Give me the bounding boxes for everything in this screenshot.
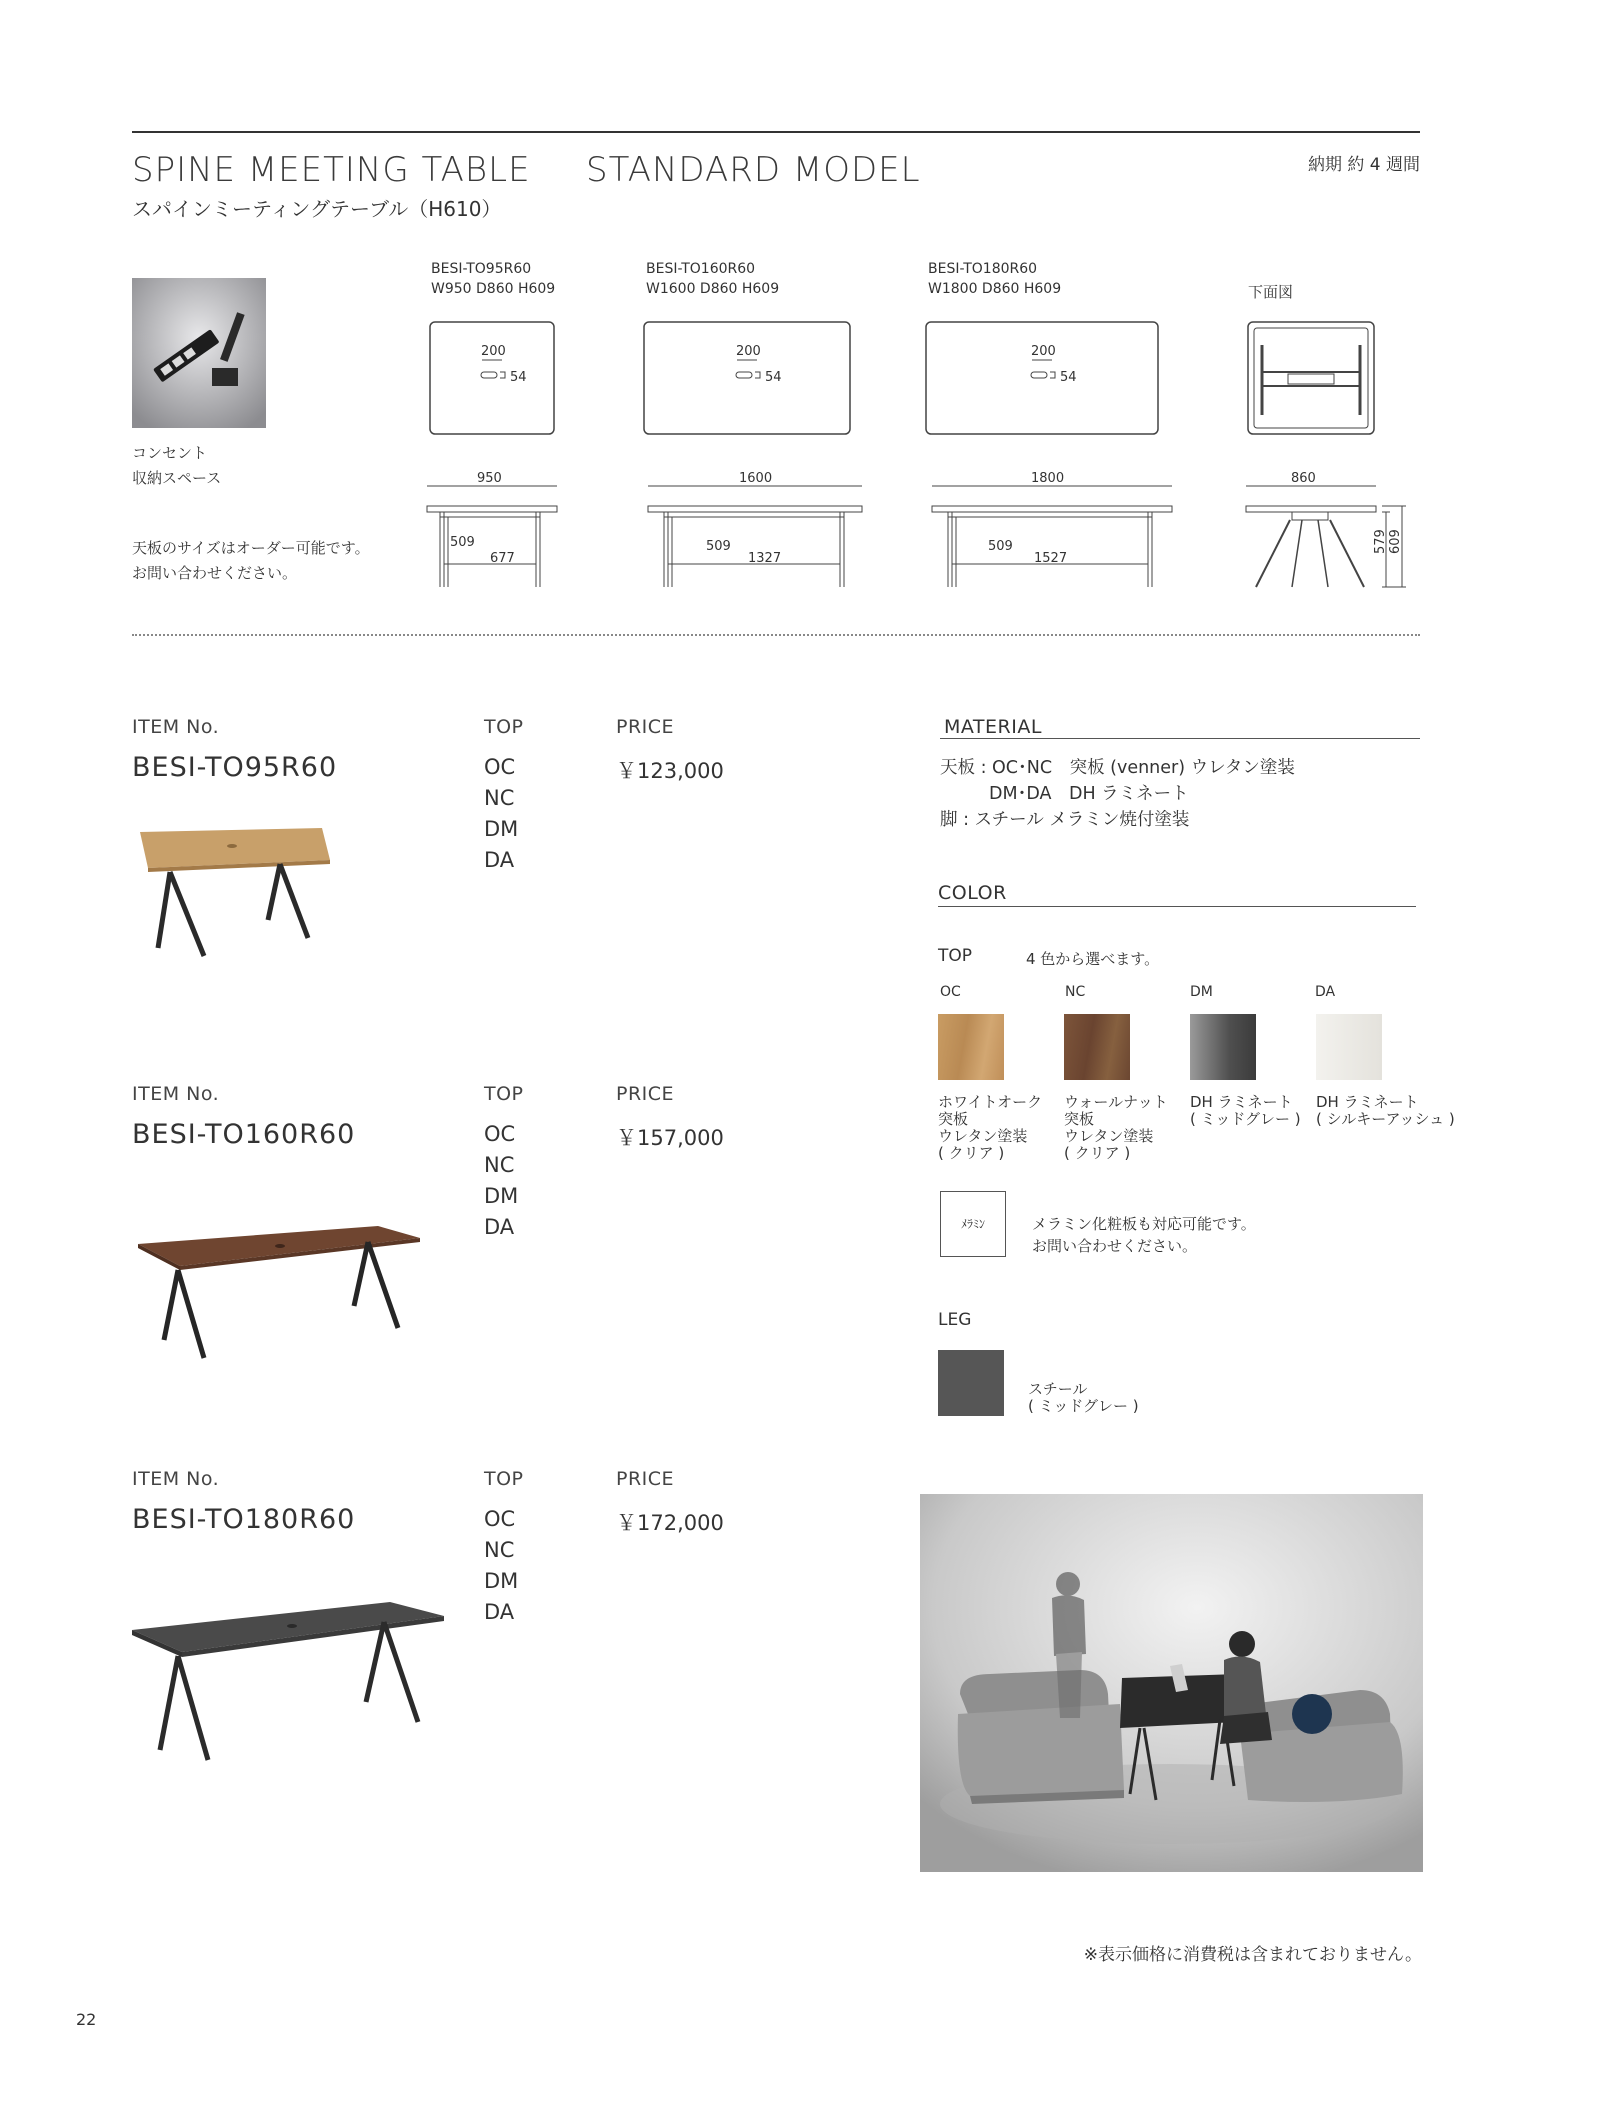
outlet-width-dim: 200 [736,344,761,359]
product-image-oak-table [130,820,350,970]
swatch-nc[interactable] [1064,1014,1130,1080]
item-no-label: ITEM No. [132,716,220,738]
page-subtitle-jp: スパインミーティングテーブル（H610） [132,197,502,221]
swatch-code: OC [940,984,961,1000]
material-rule [940,738,1420,739]
color-rule [938,906,1416,907]
outlet-caption-line: 収納スペース [132,469,222,487]
top-option: DM [484,1184,519,1208]
item-price: ￥172,000 [616,1511,724,1535]
top-option: NC [484,1153,515,1177]
top-option: DA [484,1215,515,1239]
variant-dims: W1800 D860 H609 [928,281,1062,297]
top-color-note: 4 色から選べます。 [1026,950,1160,968]
swatch-oc[interactable] [938,1014,1004,1080]
variant-code: BESI-TO95R60 [431,261,532,277]
top-option: OC [484,1122,516,1146]
inner-dim: 1327 [748,551,782,566]
drawing-variant-2 [640,310,870,600]
swatch-code: NC [1065,984,1086,1000]
top-option: DM [484,1569,519,1593]
outlet-depth-dim: 54 [510,370,527,385]
item-no-label: ITEM No. [132,1083,220,1105]
section-divider [132,634,1420,636]
swatch-desc: ホワイトオーク 突板 ウレタン塗装 ( クリア ) [938,1093,1043,1162]
material-line: 天板 : OC･NC 突板 (venner) ウレタン塗装 [940,758,1295,778]
side-depth-dim: 860 [1291,471,1316,486]
outlet-caption [132,441,221,491]
item-no-label: ITEM No. [132,1468,220,1490]
top-option: OC [484,755,516,779]
item-code: BESI-TO95R60 [132,752,338,783]
tax-note: ※表示価格に消費税は含まれておりません。 [1083,1945,1422,1965]
underside-label: 下面図 [1248,283,1294,301]
melamine-badge: ﾒﾗﾐﾝ [940,1191,1006,1257]
melamine-note-line: お問い合わせください。 [1032,1237,1198,1255]
swatch-dm[interactable] [1190,1014,1256,1080]
material-heading: MATERIAL [944,716,1042,738]
top-label: TOP [484,1468,524,1490]
page-number: 22 [76,2010,97,2029]
leg-desc: スチール ( ミッドグレー ) [1028,1380,1139,1415]
top-label: TOP [484,716,524,738]
swatch-da[interactable] [1316,1014,1382,1080]
melamine-note-line: メラミン化粧板も対応可能です。 [1032,1215,1256,1233]
swatch-code: DA [1315,984,1336,1000]
top-option: DA [484,1600,515,1624]
top-label: TOP [484,1083,524,1105]
custom-size-note-line: 天板のサイズはオーダー可能です。 [132,539,370,557]
top-options [484,752,518,876]
variant-label [431,259,555,299]
swatch-desc: ウォールナット 突板 ウレタン塗装 ( クリア ) [1064,1093,1168,1162]
outlet-photo [132,278,266,428]
swatch-desc: DH ラミネート ( ミッドグレー ) [1190,1093,1301,1128]
top-options [484,1119,518,1243]
variant-dims: W1600 D860 H609 [646,281,780,297]
top-color-label: TOP [938,946,973,966]
width-dim: 1800 [1031,471,1065,486]
material-line: DM･DA DH ラミネート [989,784,1189,804]
top-option: DA [484,848,515,872]
color-heading: COLOR [938,882,1007,904]
melamine-note [1032,1213,1256,1257]
lifestyle-photo [920,1494,1423,1872]
drawing-underside [1240,310,1420,600]
top-option: OC [484,1507,516,1531]
outlet-depth-dim: 54 [765,370,782,385]
product-image-walnut-table [130,1210,430,1370]
height-dim: 509 [450,535,475,550]
outlet-width-dim: 200 [481,344,506,359]
top-option: DM [484,817,519,841]
variant-dims: W950 D860 H609 [431,281,556,297]
model-title: STANDARD MODEL [586,150,921,190]
header-rule [132,131,1420,133]
drawing-variant-1 [420,310,580,600]
price-label: PRICE [616,1468,675,1490]
page-title: SPINE MEETING TABLE [132,150,531,190]
outlet-caption-line: コンセント [132,444,208,462]
variant-label [928,259,1061,299]
width-dim: 950 [477,471,502,486]
variant-code: BESI-TO180R60 [928,261,1038,277]
swatch-desc: DH ラミネート ( シルキーアッシュ ) [1316,1093,1455,1128]
item-price: ￥157,000 [616,1126,724,1150]
custom-size-note-line: お問い合わせください。 [132,564,298,582]
material-line: 脚 : スチール メラミン焼付塗装 [940,810,1190,830]
item-price: ￥123,000 [616,759,724,783]
height-dim: 509 [706,539,731,554]
price-label: PRICE [616,716,675,738]
inner-dim: 1527 [1034,551,1068,566]
width-dim: 1600 [739,471,773,486]
item-code: BESI-TO160R60 [132,1119,356,1150]
top-option: NC [484,786,515,810]
price-label: PRICE [616,1083,675,1105]
drawing-variant-3 [920,310,1180,600]
swatch-leg[interactable] [938,1350,1004,1416]
side-height-dim-1: 579 [1373,529,1388,554]
variant-label [646,259,779,299]
top-option: NC [484,1538,515,1562]
item-code: BESI-TO180R60 [132,1504,356,1535]
height-dim: 509 [988,539,1013,554]
top-options [484,1504,518,1628]
swatch-code: DM [1190,984,1213,1000]
product-image-gray-table [128,1594,458,1774]
inner-dim: 677 [490,551,515,566]
custom-size-note [132,536,370,586]
outlet-depth-dim: 54 [1060,370,1077,385]
leg-label: LEG [938,1310,972,1330]
outlet-width-dim: 200 [1031,344,1056,359]
variant-code: BESI-TO160R60 [646,261,756,277]
side-height-dim-2: 609 [1388,529,1403,554]
lead-time: 納期 約 4 週間 [1307,155,1420,175]
